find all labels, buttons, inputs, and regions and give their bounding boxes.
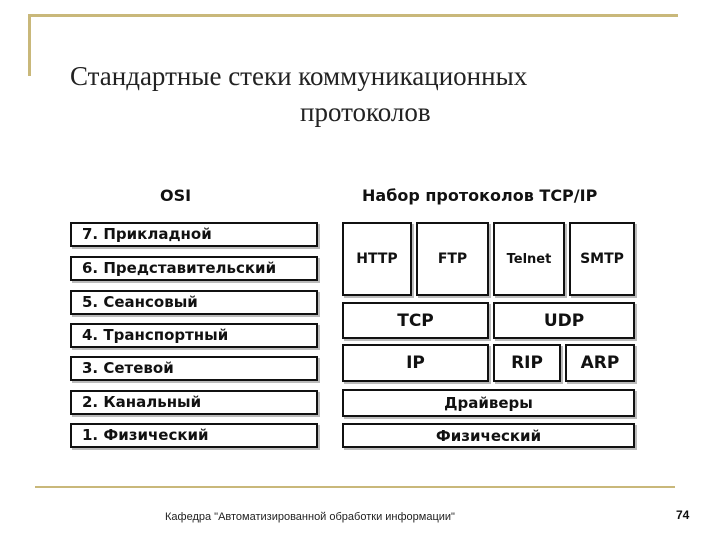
protocol-udp: UDP: [493, 302, 635, 339]
footer-department: Кафедра "Автоматизированной обработки информации": [165, 511, 455, 523]
osi-layer-3: 3. Сетевой: [70, 356, 318, 381]
osi-layer-2: 2. Канальный: [70, 390, 318, 415]
slide-title: [70, 58, 670, 130]
osi-layer-7: 7. Прикладной: [70, 222, 318, 247]
protocol-telnet: Telnet: [493, 222, 565, 296]
protocol-http: HTTP: [342, 222, 412, 296]
layer-physical: Физический: [342, 423, 635, 448]
protocol-tcp: TCP: [342, 302, 489, 339]
layer-drivers: Драйверы: [342, 389, 635, 417]
tcpip-header: Набор протоколов TCP/IP: [362, 186, 598, 205]
protocol-arp: ARP: [565, 344, 635, 382]
osi-layer-1: 1. Физический: [70, 423, 318, 448]
page-number: 74: [676, 508, 690, 522]
title-line-1: Стандартные стеки коммуникационных: [70, 61, 528, 91]
osi-layer-6: 6. Представительский: [70, 256, 318, 281]
frame-horizontal-line: [28, 14, 678, 17]
title-line-2: протоколов: [300, 97, 431, 127]
frame-vertical-line: [28, 14, 31, 76]
footer-divider: [35, 486, 675, 488]
osi-header: OSI: [160, 186, 192, 205]
protocol-smtp: SMTP: [569, 222, 635, 296]
protocol-ip: IP: [342, 344, 489, 382]
osi-layer-5: 5. Сеансовый: [70, 290, 318, 315]
osi-layer-4: 4. Транспортный: [70, 323, 318, 348]
protocol-ftp: FTP: [416, 222, 489, 296]
protocol-rip: RIP: [493, 344, 561, 382]
